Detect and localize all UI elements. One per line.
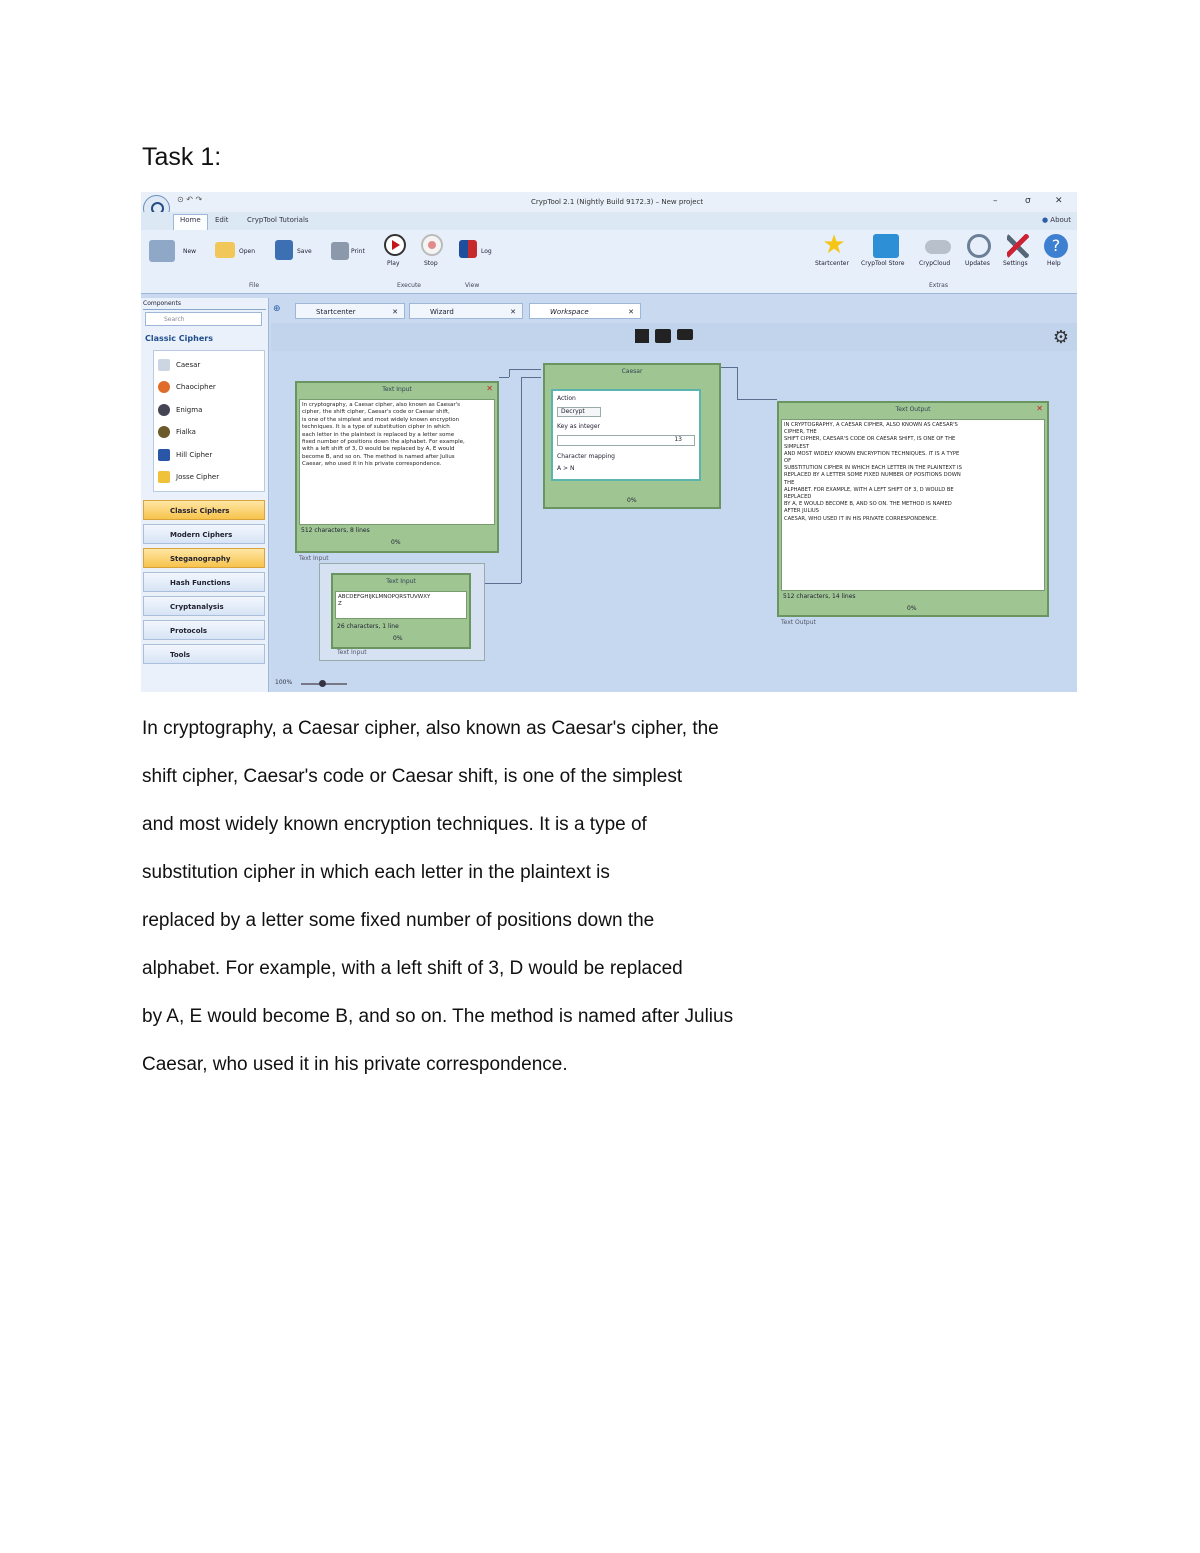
startcenter-star-icon[interactable]: ★ xyxy=(822,230,846,260)
small-input-status: 26 characters, 1 line xyxy=(337,623,399,630)
paragraph-line: shift cipher, Caesar's code or Caesar shift, is one of the simplest xyxy=(142,766,683,787)
ribbon-tabs xyxy=(141,212,1077,231)
about-label: About xyxy=(1050,216,1071,224)
tab-tutorials[interactable]: CrypTool Tutorials xyxy=(247,216,309,224)
text-output-status: 512 characters, 14 lines xyxy=(783,593,856,600)
paragraph-line: by A, E would become B, and so on. The method is named after Julius xyxy=(142,1006,734,1027)
new-label: New xyxy=(183,248,197,255)
group-extras: Extras xyxy=(929,282,948,289)
josse-cipher-icon xyxy=(158,471,170,483)
cloud-icon[interactable] xyxy=(925,240,951,254)
small-input-title: Text Input xyxy=(386,578,416,585)
category-steganography[interactable]: Steganography xyxy=(143,548,265,568)
new-icon[interactable] xyxy=(149,240,175,262)
category-modern-ciphers[interactable]: Modern Ciphers xyxy=(143,524,265,544)
connector-wire xyxy=(509,369,541,370)
text-line: become B, and so on. The method is named after Julius xyxy=(302,453,455,460)
text-input-component[interactable] xyxy=(295,381,499,553)
app-title: CrypTool 2.1 (Nightly Build 9172.3) – New project xyxy=(531,198,704,206)
save-icon[interactable] xyxy=(275,240,293,260)
text-line: REPLACED BY A LETTER SOME FIXED NUMBER OF POSITIONS DOWN xyxy=(784,472,961,479)
connector-wire xyxy=(521,377,541,378)
close-tab-icon[interactable]: ✕ xyxy=(392,308,398,316)
text-line: Z xyxy=(338,601,342,608)
key-label: Key as integer xyxy=(557,423,600,430)
workspace-toolbar xyxy=(271,323,1077,352)
component-search-input[interactable]: Search xyxy=(145,312,262,326)
tab-label: Wizard xyxy=(430,308,454,316)
category-tools[interactable]: Tools xyxy=(143,644,265,664)
text-line: REPLACED xyxy=(784,494,812,501)
text-line: SIMPLEST xyxy=(784,443,810,450)
store-label: CrypTool Store xyxy=(861,260,905,267)
caesar-icon xyxy=(158,359,170,371)
close-component-icon[interactable]: ✕ xyxy=(1036,404,1043,413)
close-tab-icon[interactable]: ✕ xyxy=(628,308,634,316)
text-line: fixed number of positions down the alphabet. For example, xyxy=(302,439,465,446)
text-line: THE xyxy=(784,479,795,486)
category-classic-ciphers[interactable]: Classic Ciphers xyxy=(143,500,265,520)
text-line: BY A, E WOULD BECOME B, AND SO ON. THE METHOD IS NAMED xyxy=(784,501,952,508)
list-item[interactable] xyxy=(158,449,212,461)
list-item-label: Hill Cipher xyxy=(176,451,213,459)
tab-workspace[interactable] xyxy=(529,303,641,319)
document-tabs xyxy=(271,300,1077,320)
save-label: Save xyxy=(297,248,312,255)
mapping-value: A > N xyxy=(557,465,575,472)
text-line: Caesar, who used it in his private correspondence. xyxy=(302,461,442,468)
save-workspace-icon[interactable] xyxy=(635,329,649,343)
minimize-button[interactable]: – xyxy=(993,196,998,206)
task-heading: Task 1: xyxy=(142,143,222,171)
tab-startcenter[interactable] xyxy=(295,303,405,319)
list-item[interactable] xyxy=(158,381,216,393)
list-item[interactable] xyxy=(158,471,219,483)
text-input-body[interactable] xyxy=(299,399,495,525)
group-view: View xyxy=(465,282,480,289)
text-line: SUBSTITUTION CIPHER IN WHICH EACH LETTER IN THE PLAINTEXT IS xyxy=(784,465,962,472)
open-folder-icon[interactable] xyxy=(215,242,235,258)
startcenter-label: Startcenter xyxy=(815,260,849,267)
action-label: Action xyxy=(557,395,576,402)
mapping-label: Character mapping xyxy=(557,453,615,460)
text-output-progress: 0% xyxy=(907,605,917,612)
text-input-caption: Text Input xyxy=(299,555,329,562)
component-list xyxy=(153,350,265,492)
list-item[interactable] xyxy=(158,359,200,371)
caesar-title: Caesar xyxy=(621,368,643,375)
comment-icon[interactable] xyxy=(677,329,693,340)
play-label: Play xyxy=(387,260,400,267)
paragraph-line: Caesar, who used it in his private correspondence. xyxy=(142,1054,568,1075)
close-component-icon[interactable]: ✕ xyxy=(486,384,493,393)
tab-wizard[interactable] xyxy=(409,303,523,319)
new-tab-icon[interactable]: ⊕ xyxy=(273,304,281,314)
open-label: Open xyxy=(239,248,256,255)
connector-wire xyxy=(509,369,510,377)
text-line: ABCDEFGHIJKLMNOPQRSTUVWXY xyxy=(338,594,431,600)
updates-label: Updates xyxy=(965,260,990,267)
help-icon[interactable]: ? xyxy=(1044,234,1068,258)
stop-icon[interactable] xyxy=(421,234,443,256)
list-item-label: Chaocipher xyxy=(176,383,216,391)
text-line: cipher, the shift cipher, Caesar's code or Caesar shift, xyxy=(302,409,450,416)
cloud-label: CrypCloud xyxy=(919,260,951,267)
list-item-label: Enigma xyxy=(176,406,203,414)
text-line: CIPHER, THE xyxy=(784,429,817,436)
text-output-body xyxy=(781,419,1045,591)
caesar-progress: 0% xyxy=(627,497,637,504)
category-protocols[interactable]: Protocols xyxy=(143,620,265,640)
small-input-progress: 0% xyxy=(393,635,403,642)
list-item-label: Josse Cipher xyxy=(176,473,220,481)
text-line: techniques. It is a type of substitution cipher in which xyxy=(302,424,450,431)
sidebar-section-title: Classic Ciphers xyxy=(145,334,213,343)
close-tab-icon[interactable]: ✕ xyxy=(510,308,516,316)
quick-access-icons[interactable]: ⊙ ↶ ↷ xyxy=(177,195,203,204)
connector-wire xyxy=(499,377,509,378)
text-output-component[interactable] xyxy=(777,401,1049,617)
text-output-caption: Text Output xyxy=(781,619,816,626)
text-input-title: Text Input xyxy=(382,386,412,393)
print-label: Print xyxy=(351,248,365,255)
connector-wire xyxy=(521,377,522,583)
zoom-slider-thumb[interactable] xyxy=(319,680,326,687)
play-icon[interactable] xyxy=(384,234,406,256)
about-link[interactable] xyxy=(1042,216,1071,224)
action-select[interactable]: Decrypt xyxy=(557,407,601,417)
components-header[interactable]: Components xyxy=(143,300,266,310)
paragraph-line: replaced by a letter some fixed number of positions down the xyxy=(142,910,655,931)
text-line: each letter in the plaintext is replaced by a letter some xyxy=(302,431,455,438)
text-input-status: 512 characters, 8 lines xyxy=(301,527,370,534)
enigma-icon xyxy=(158,404,170,416)
connector-wire xyxy=(737,399,777,400)
text-line: OF xyxy=(784,458,792,465)
components-sidebar xyxy=(141,298,269,692)
paragraph-line: In cryptography, a Caesar cipher, also known as Caesar's cipher, the xyxy=(142,718,719,739)
zoom-level: 100% xyxy=(275,679,293,686)
text-output-title: Text Output xyxy=(895,406,931,413)
close-button[interactable]: ✕ xyxy=(1055,196,1063,206)
updates-icon[interactable] xyxy=(967,234,991,258)
list-item[interactable] xyxy=(158,404,202,416)
caesar-component[interactable] xyxy=(543,363,721,509)
small-input-caption: Text Input xyxy=(337,649,367,656)
text-line: with a left shift of 3, D would be replaced by A, E would xyxy=(302,446,455,453)
settings-tools-icon[interactable] xyxy=(1007,234,1029,258)
paragraph-line: and most widely known encryption techniques. It is a type of xyxy=(142,814,647,835)
chaocipher-icon xyxy=(158,381,170,393)
text-line: is one of the simplest and most widely known encryption xyxy=(302,416,460,423)
connector-wire xyxy=(737,367,738,399)
paragraph-line: substitution cipher in which each letter in the plaintext is xyxy=(142,862,610,883)
log-label: Log xyxy=(481,248,492,255)
tab-edit[interactable]: Edit xyxy=(215,216,229,224)
paragraph-line: alphabet. For example, with a left shift of 3, D would be replaced xyxy=(142,958,683,979)
stop-label: Stop xyxy=(424,260,438,267)
group-execute: Execute xyxy=(397,282,421,289)
text-line: CAESAR, WHO USED IT IN HIS PRIVATE CORRESPONDENCE. xyxy=(784,515,938,522)
group-file: File xyxy=(249,282,260,289)
info-icon: ● xyxy=(1041,216,1049,224)
maximize-button[interactable]: σ xyxy=(1025,196,1031,206)
gear-icon[interactable]: ⚙ xyxy=(1052,327,1069,348)
list-item-label: Fialka xyxy=(176,428,196,436)
title-bar xyxy=(141,192,1077,212)
camera-icon[interactable] xyxy=(655,329,671,343)
text-line: AND MOST WIDELY KNOWN ENCRYPTION TECHNIQUES. IT IS A TYPE xyxy=(784,450,960,457)
list-item-label: Caesar xyxy=(176,361,201,369)
log-icon[interactable] xyxy=(459,240,477,258)
workspace-canvas xyxy=(271,351,1077,692)
tab-home[interactable]: Home xyxy=(173,214,208,230)
cryptool-screenshot xyxy=(141,192,1077,692)
key-stepper[interactable]: 13 xyxy=(557,435,695,446)
text-line: In cryptography, a Caesar cipher, also known as Caesar's xyxy=(302,402,460,408)
category-cryptanalysis[interactable]: Cryptanalysis xyxy=(143,596,265,616)
category-hash-functions[interactable]: Hash Functions xyxy=(143,572,265,592)
text-input-progress: 0% xyxy=(391,539,401,546)
small-text-input-component[interactable] xyxy=(331,573,471,649)
store-icon[interactable] xyxy=(873,234,899,258)
connector-wire xyxy=(721,367,737,368)
list-item[interactable] xyxy=(158,426,196,438)
tab-label: Workspace xyxy=(550,308,589,316)
hill-cipher-icon xyxy=(158,449,170,461)
small-input-body[interactable] xyxy=(335,591,467,619)
caesar-settings-panel xyxy=(551,389,701,481)
text-line: SHIFT CIPHER, CAESAR'S CODE OR CAESAR SHIFT, IS ONE OF THE xyxy=(784,436,956,443)
help-label: Help xyxy=(1047,260,1061,267)
settings-label: Settings xyxy=(1003,260,1028,267)
text-line: AFTER JULIUS xyxy=(784,508,819,515)
text-line: IN CRYPTOGRAPHY, A CAESAR CIPHER, ALSO KNOWN AS CAESAR'S xyxy=(784,422,958,428)
tab-label: Startcenter xyxy=(316,308,356,316)
fialka-icon xyxy=(158,426,170,438)
ribbon xyxy=(141,230,1077,294)
text-line: ALPHABET. FOR EXAMPLE, WITH A LEFT SHIFT OF 3, D WOULD BE xyxy=(784,486,954,493)
print-icon[interactable] xyxy=(331,242,349,260)
